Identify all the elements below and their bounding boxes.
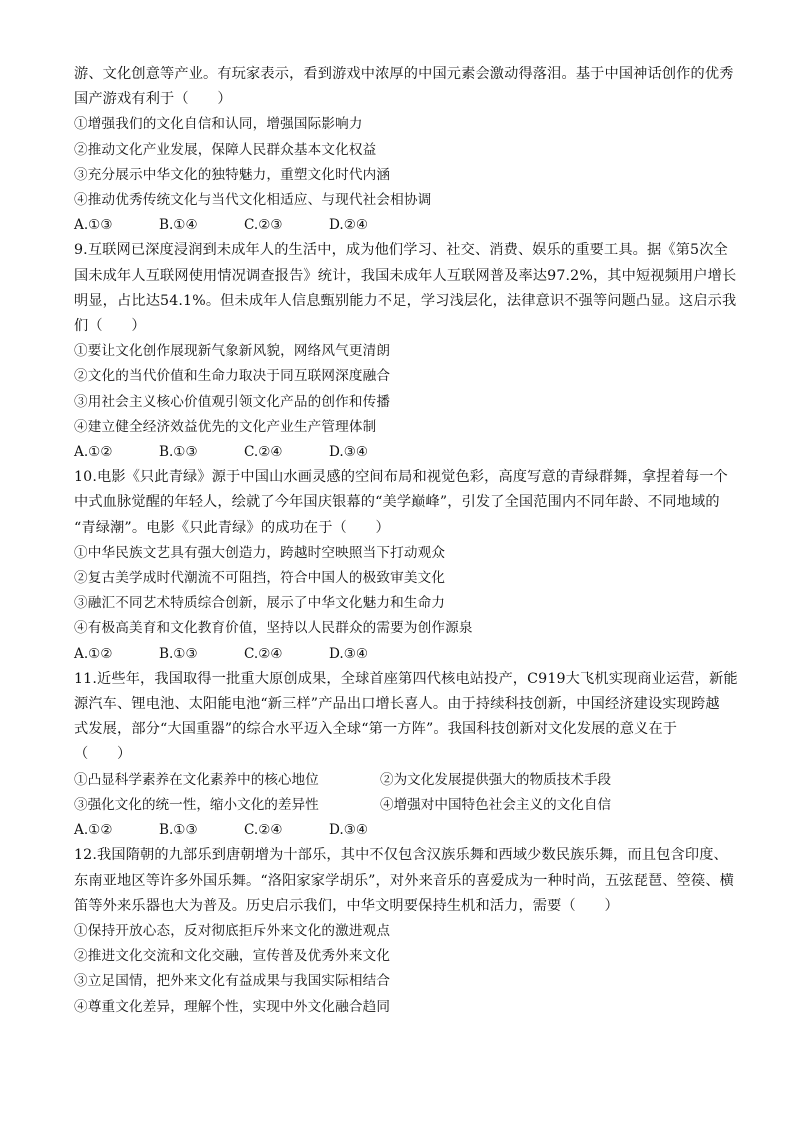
option-1: ①保持开放心态，反对彻底拒斥外来文化的激进观点 <box>74 922 391 939</box>
question-stem-line: 国产游戏有利于（ ） <box>74 91 232 108</box>
option-4: ④尊重文化差异，理解个性，实现中外文化融合趋同 <box>74 998 391 1015</box>
choice-b: B.①③ <box>159 444 198 461</box>
choice-c: C.②④ <box>244 444 283 461</box>
choice-c: C.②④ <box>244 822 283 839</box>
option-3: ③融汇不同艺术特质综合创新，展示了中华文化魅力和生命力 <box>74 595 446 612</box>
question-stem-line: 12.我国隋朝的九部乐到唐朝增为十部乐，其中不仅包含汉族乐舞和西域少数民族乐舞，而且包含印度、 <box>74 847 728 864</box>
question-stem-line: （ ） <box>74 746 132 763</box>
option-4: ④推动优秀传统文化与当代文化相适应、与现代社会相协调 <box>74 192 432 209</box>
option-row <box>74 793 724 818</box>
question-stem-line: 9.互联网已深度浸润到未成年人的生活中，成为他们学习、社交、消费、娱乐的重要工具。据《第5次全 <box>74 242 728 259</box>
option-2: ②推动文化产业发展，保障人民群众基本文化权益 <box>74 141 377 158</box>
answer-choices <box>74 642 724 667</box>
option-row <box>74 768 724 793</box>
option-2: ②复古美学成时代潮流不可阻挡，符合中国人的极致审美文化 <box>74 570 446 587</box>
choice-d: D.③④ <box>329 444 369 461</box>
choice-a: A.①② <box>74 444 113 461</box>
choice-c: C.②③ <box>244 217 283 234</box>
question-11 <box>74 667 738 843</box>
option-1: ①中华民族文艺具有强大创造力，跨越时空映照当下打动观众 <box>74 544 446 561</box>
choice-b: B.①③ <box>159 645 198 662</box>
page-content <box>74 62 738 1020</box>
option-3: ③充分展示中华文化的独特魅力，重塑文化时代内涵 <box>74 166 391 183</box>
option-4: ④建立健全经济效益优先的文化产业生产管理体制 <box>74 418 377 435</box>
choice-b: B.①④ <box>159 217 198 234</box>
answer-choices <box>74 440 724 465</box>
question-9 <box>74 238 737 465</box>
option-2: ②为文化发展提供强大的物质技术手段 <box>380 771 612 788</box>
option-1: ①增强我们的文化自信和认同，增强国际影响力 <box>74 116 363 133</box>
choice-d: D.③④ <box>329 822 369 839</box>
question-10 <box>74 465 728 667</box>
option-1: ①凸显科学素养在文化素养中的核心地位 <box>74 771 319 788</box>
option-1: ①要让文化创作展现新气象新风貌，网络风气更清朗 <box>74 343 391 360</box>
choice-d: D.②④ <box>329 217 369 234</box>
question-stem-line: 11.近些年，我国取得一批重大原创成果，全球首座第四代核电站投产，C919大飞机实现商业运营，新能 <box>74 670 738 687</box>
question-stem-line: 笛等外来乐器也大为普及。历史启示我们，中华文明要保持生机和活力，需要（ ） <box>74 897 619 914</box>
question-stem-line: 中式血脉觉醒的年轻人，绘就了今年国庆银幕的“美学巅峰”，引发了全国范围内不同年龄、不同地域的 <box>74 494 720 511</box>
question-stem-line: 们（ ） <box>74 318 146 335</box>
option-3: ③强化文化的统一性，缩小文化的差异性 <box>74 796 319 813</box>
choice-a: A.①② <box>74 645 113 662</box>
question-stem-line: 10.电影《只此青绿》源于中国山水画灵感的空间布局和视觉色彩，高度写意的青绿群舞，拿捏着每一个 <box>74 469 728 486</box>
question-8 <box>74 62 734 238</box>
choice-b: B.①③ <box>159 822 198 839</box>
option-2: ②文化的当代价值和生命力取决于同互联网深度融合 <box>74 368 391 385</box>
question-stem-line: 式发展，部分“大国重器”的综合水平迈入全球“第一方阵”。我国科技创新对文化发展的意义在于 <box>74 721 678 738</box>
option-4: ④增强对中国特色社会主义的文化自信 <box>380 796 612 813</box>
question-stem-line: “青绿潮”。电影《只此青绿》的成功在于（ ） <box>74 519 390 536</box>
option-3: ③用社会主义核心价值观引领文化产品的创作和传播 <box>74 393 391 410</box>
option-4: ④有极高美育和文化教育价值，坚持以人民群众的需要为创作源泉 <box>74 620 473 637</box>
choice-a: A.①② <box>74 822 113 839</box>
question-12 <box>74 843 734 1019</box>
question-stem-line: 东南亚地区等许多外国乐舞。“洛阳家家学胡乐”，对外来音乐的喜爱成为一种时尚，五弦琵琶、箜篌、横 <box>74 872 734 889</box>
question-stem-line: 源汽车、锂电池、太阳能电池“新三样”产品出口增长喜人。由于持续科技创新，中国经济建设实现跨越 <box>74 696 720 713</box>
choice-d: D.③④ <box>329 645 369 662</box>
option-2: ②推进文化交流和文化交融，宣传普及优秀外来文化 <box>74 948 391 965</box>
option-3: ③立足国情，把外来文化有益成果与我国实际相结合 <box>74 973 391 990</box>
choice-c: C.②④ <box>244 645 283 662</box>
question-stem-line: 明显，占比达54.1%。但未成年人信息甄别能力不足，学习浅层化，法律意识不强等问题凸显。这启示我 <box>74 292 737 309</box>
answer-choices <box>74 818 724 843</box>
choice-a: A.①③ <box>74 217 113 234</box>
question-stem-line: 国未成年人互联网使用情况调查报告》统计，我国未成年人互联网普及率达97.2%，其中短视频用户增长 <box>74 267 737 284</box>
answer-choices <box>74 213 724 238</box>
question-stem-line: 游、文化创意等产业。有玩家表示，看到游戏中浓厚的中国元素会激动得落泪。基于中国神话创作的优秀 <box>74 66 734 82</box>
